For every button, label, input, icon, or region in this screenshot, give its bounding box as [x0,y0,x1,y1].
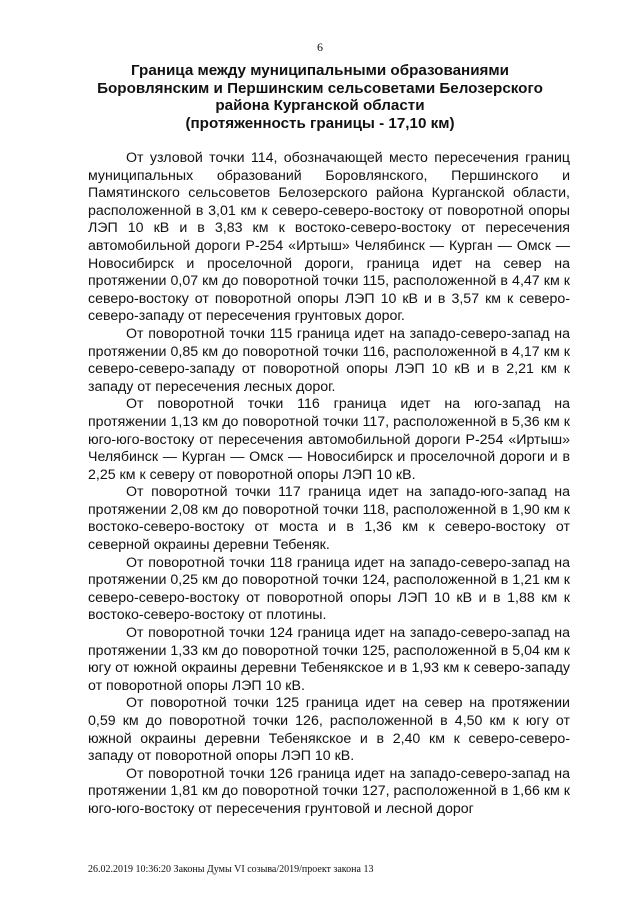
paragraph: От поворотной точки 124 граница идет на западо-северо-запад на протяжении 1,33 км до поворотной точки 125, расположенной в 5,04 км к югу от южной окраины деревни Тебенякское и в 1,93 км к северо-западу от поворотной опоры ЛЭП 10 кВ. [88,625,570,694]
paragraph: От узловой точки 114, обозначающей место пересечения границ муниципальных образований Боровлянского, Першинского и Памятинского сельсоветов Белозерского района Курганской области, расположенной в 3,01 км к северо-северо-востоку от поворотной опоры ЛЭП 10 кВ и в 3,83 км к востоко-северо-востоку от пересечения автомобильной дороги Р-254 «Иртыш» Челябинск — Курган — Омск — Новосибирск и проселочной дороги, граница идет на север на протяжении 0,07 км до поворотной точки 115, расположенной в 4,47 км к северо-востоку от поворотной опоры ЛЭП 10 кВ и в 3,57 км к северо-северо-западу от пересечения грунтовых дорог. [88,150,570,325]
paragraph: От поворотной точки 126 граница идет на западо-северо-запад на протяжении 1,81 км до поворотной точки 127, расположенной в 1,66 км к юго-юго-востоку от пересечения грунтовой и лесной дорог [88,765,570,817]
title-length-line: (протяженность границы - 17,10 км) [185,114,455,132]
title-line: района Курганской области [215,97,425,114]
page-number: 6 [317,40,323,54]
document-footer: 26.02.2019 10:36:20 Законы Думы VI созыва/2019/проект закона 13 [88,864,374,875]
document-title [70,62,570,132]
title-line: Боровлянским и Першинским сельсоветами Белозерского [97,79,543,97]
paragraph: От поворотной точки 118 граница идет на западо-северо-запад на протяжении 0,25 км до поворотной точки 124, расположенной в 1,21 км к северо-северо-востоку от поворотной опоры ЛЭП 10 кВ и в 1,88 км к востоко-северо-востоку от плотины. [88,554,570,624]
title-line: Граница между муниципальными образованиями [131,62,509,79]
paragraph: От поворотной точки 116 граница идет на юго-запад на протяжении 1,13 км до поворотной точки 117, расположенной в 5,36 км к юго-юго-востоку от пересечения автомобильной дороги Р-254 «Иртыш» Челябинск — Курган — Омск — Новосибирск и проселочной дороги и в 2,25 км к северу от поворотной опоры ЛЭП 10 кВ. [88,396,570,483]
paragraph: От поворотной точки 125 граница идет на север на протяжении 0,59 км до поворотной точки 126, расположенной в 4,50 км к югу от южной окраины деревни Тебенякское и в 2,40 км к северо-северо-западу от поворотной опоры ЛЭП 10 кВ. [88,695,570,765]
paragraph: От поворотной точки 115 граница идет на западо-северо-запад на протяжении 0,85 км до поворотной точки 116, расположенной в 4,17 км к северо-северо-западу от поворотной опоры ЛЭП 10 кВ и в 2,21 км к западу от пересечения лесных дорог. [88,325,570,395]
document-body [88,150,570,819]
paragraph: От поворотной точки 117 граница идет на западо-юго-запад на протяжении 2,08 км до поворотной точки 118, расположенной в 1,90 км к востоко-северо-востоку от моста и в 1,36 км к северо-востоку от северной окраины деревни Тебеняк. [88,484,570,554]
